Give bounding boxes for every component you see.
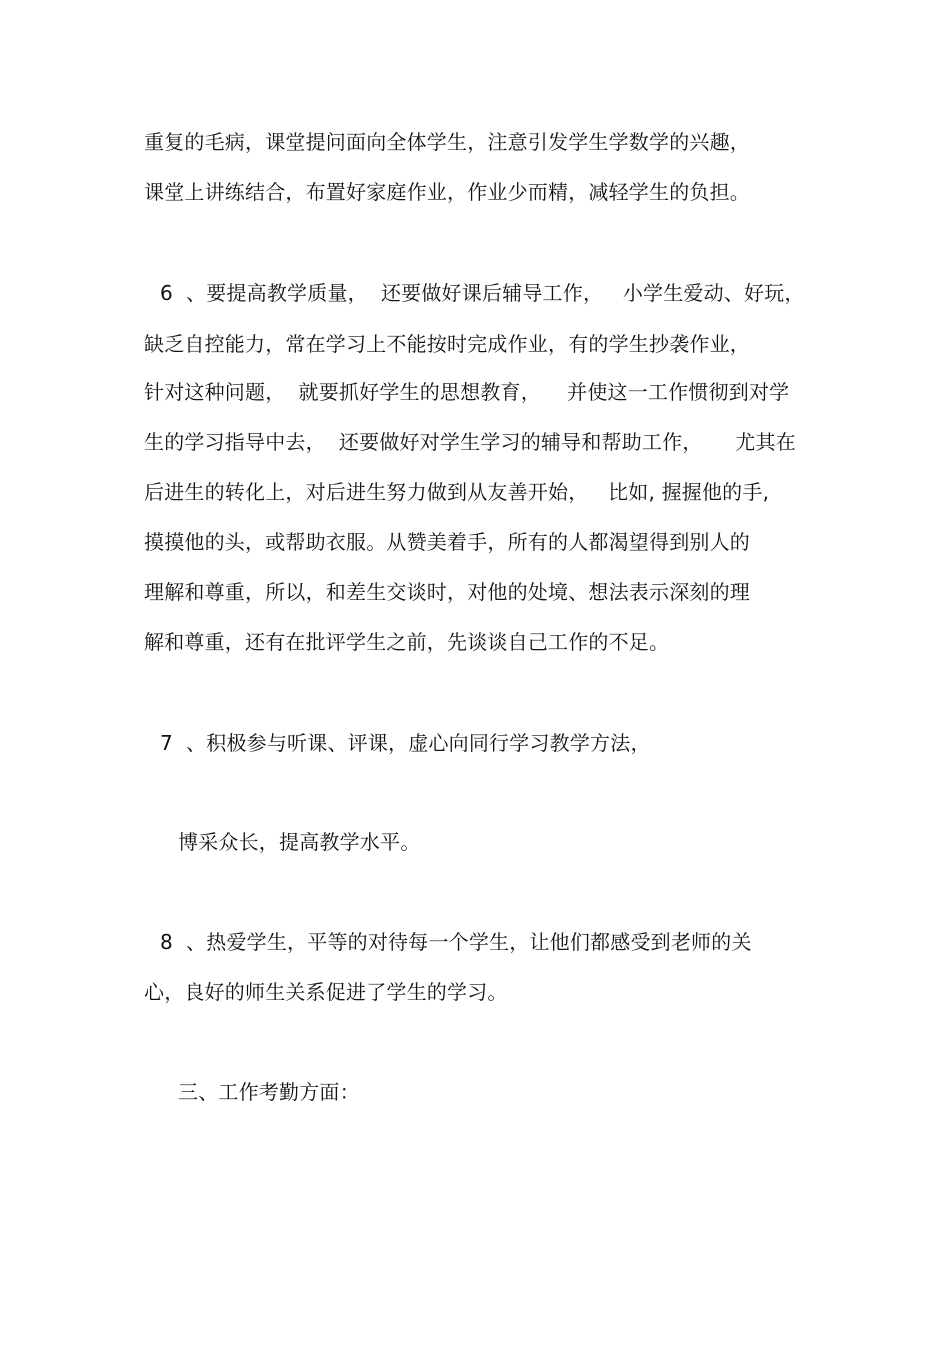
paragraph-line: 生的学习指导中去， 还要做好对学生学习的辅导和帮助工作， 尤其在	[144, 430, 796, 454]
paragraph-line: 针对这种问题， 就要抓好学生的思想教育， 并使这一工作惯彻到对学	[144, 380, 790, 404]
paragraph-line: 课堂上讲练结合，布置好家庭作业，作业少而精，减轻学生的负担。	[144, 180, 750, 204]
section-heading: 三、工作考勤方面：	[178, 1080, 360, 1104]
paragraph-line: 摸摸他的头，或帮助衣服。从赞美着手，所有的人都渴望得到别人的	[144, 530, 750, 554]
paragraph-line: 7 、积极参与听课、评课，虚心向同行学习教学方法，	[160, 731, 651, 755]
paragraph-line: 博采众长，提高教学水平。	[178, 830, 421, 854]
paragraph-line: 8 、热爱学生，平等的对待每一个学生，让他们都感受到老师的关	[160, 930, 752, 954]
paragraph-line: 后进生的转化上，对后进生努力做到从友善开始， 比如, 握握他的手,	[144, 480, 770, 504]
paragraph-line: 缺乏自控能力，常在学习上不能按时完成作业，有的学生抄袭作业，	[144, 332, 750, 356]
paragraph-line: 重复的毛病，课堂提问面向全体学生，注意引发学生学数学的兴趣，	[144, 130, 750, 154]
paragraph-line: 心，良好的师生关系促进了学生的学习。	[144, 980, 508, 1004]
paragraph-line: 解和尊重，还有在批评学生之前，先谈谈自己工作的不足。	[144, 630, 670, 654]
paragraph-line: 理解和尊重，所以，和差生交谈时，对他的处境、想法表示深刻的理	[144, 580, 750, 604]
paragraph-line: 6 、要提高教学质量， 还要做好课后辅导工作， 小学生爱动、好玩，	[160, 281, 805, 305]
